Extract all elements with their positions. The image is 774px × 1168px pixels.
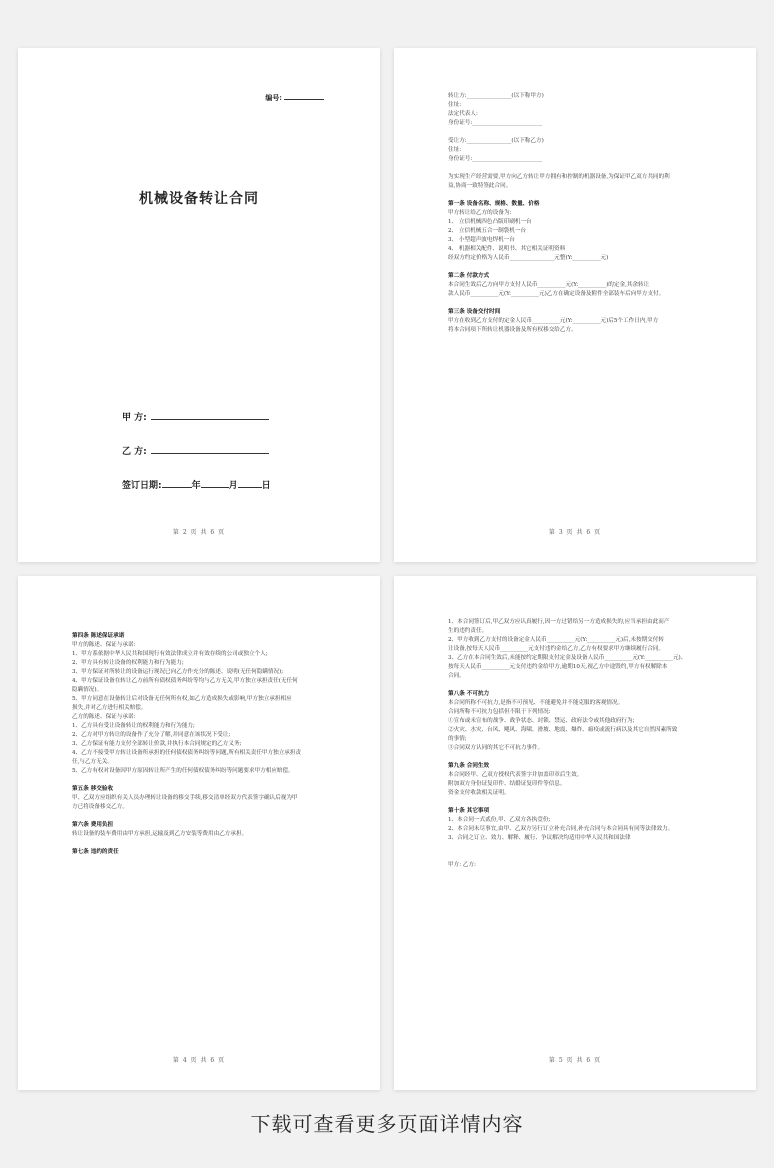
text-line: 4、甲方保证设备在转让乙方前所有债权债务纠纷等均与乙方无关,甲方独立承担责任(无任何 <box>72 678 298 684</box>
month-label: 月 <box>228 481 238 491</box>
text-line: 身份证号:_________________________ <box>448 120 543 126</box>
line-gap <box>448 798 706 807</box>
text-line: 甲方转让给乙方的设备为: <box>448 210 512 216</box>
sign-date-line <box>122 478 271 491</box>
month-underline <box>201 479 229 488</box>
text-line: 转让设备的装车费用由甲方承担,运输及到乙方安装等费用由乙方承担。 <box>72 831 248 837</box>
text-line: 为实现生产经营需要,甲方向乙方转让甲方拥有和控制的机器设备,为保证甲乙双方共同的利 <box>448 174 670 180</box>
text-line: 合同所称不可抗力包括但不限于下列情况: <box>448 709 551 715</box>
section-heading: 第七条 违约的责任 <box>72 849 119 855</box>
page-footer: 第 5 页 共 6 页 <box>548 1057 602 1064</box>
text-line: 附加双方身份证复印件、结婚证复印件等信息。 <box>448 781 566 787</box>
page-text <box>448 92 706 335</box>
text-line: 住址: <box>448 147 462 153</box>
number-label: 编号: <box>265 93 282 102</box>
party-a-line <box>122 410 269 423</box>
text-line: 2、甲方具有转让设备的权利能力和行为能力; <box>72 660 184 666</box>
party-a-label: 甲 方: <box>122 413 147 423</box>
text-line: 的事情; <box>448 736 467 742</box>
section-heading: 第九条 合同生效 <box>448 763 490 769</box>
section-heading: 第八条 不可抗力 <box>448 691 490 697</box>
line-gap <box>448 299 706 308</box>
text-line: 本合同生效后乙方向甲方支付人民币__________元(Y:__________)的定金,其余转让 <box>448 282 650 288</box>
text-line: 资金支付收款相关证明。 <box>448 790 510 796</box>
section-heading: 第六条 费用负担 <box>72 822 114 828</box>
text-line: 3、乙方保证有能力支付全部转让价款,并执行本合同规定的乙方义务; <box>72 741 242 747</box>
contract-number <box>265 93 324 103</box>
text-line: 2、本合同未尽事宜,由甲、乙双方另行订立补充合同,补充合同与本合同具有同等法律效力。 <box>448 826 674 832</box>
party-a-underline <box>151 411 269 420</box>
text-line: 住址: <box>448 102 462 108</box>
page-text <box>72 632 330 857</box>
text-line: 本合同经甲、乙双方授权代表签字并加盖印章后生效。 <box>448 772 583 778</box>
text-line: 合同。 <box>448 673 465 679</box>
text-line: 隐瞒情况)。 <box>72 687 103 693</box>
text-line: ②火灾、水灾、台风、飓风、海啸、滑坡、地震、爆炸、瘟疫或流行病以及其它自然因素所致 <box>448 727 678 733</box>
text-line: 任,与乙方无关。 <box>72 759 113 765</box>
contract-page-4 <box>18 576 380 1090</box>
section-heading: 第十条 其它事项 <box>448 808 490 814</box>
text-line: 4、乙方不接受甲方转让设备所承担的任何债权债务纠纷等问题,所有相关责任甲方独立承担责 <box>72 750 302 756</box>
day-underline <box>238 479 262 488</box>
text-line: 益,协商一致特签此合同。 <box>448 183 512 189</box>
contract-page-3 <box>394 48 756 562</box>
line-gap <box>448 681 706 690</box>
text-line: 3、 小型超声波电焊机一台 <box>448 237 515 243</box>
line-gap <box>72 839 330 848</box>
contract-page-5 <box>394 576 756 1090</box>
page-footer: 第 4 页 共 6 页 <box>172 1057 226 1064</box>
text-line: 3、甲方保证对所转让的设备运行现况已向乙方作充分的陈述、说明(无任何隐瞒情况); <box>72 669 284 675</box>
section-heading: 第五条 移交验收 <box>72 786 114 792</box>
line-gap <box>448 843 706 852</box>
text-line: 法定代表人: <box>448 111 478 117</box>
text-line: 3、乙方在本合同生效后,未能按约定期限支付定金及设备人民币__________元(Y:__________元)、 <box>448 655 687 661</box>
line-gap <box>448 852 706 861</box>
number-underline <box>284 93 324 100</box>
text-line: 甲、乙双方应组织有关人员办理转让设备的移交手续,移交清单经双方代表签字确认后视为甲 <box>72 795 298 801</box>
contract-title: 机械设备转让合同 <box>139 191 259 207</box>
text-line: 甲方在收到乙方支付的定金人民币__________元(Y:__________元)后5个工作日内,甲方 <box>448 318 659 324</box>
text-line: 2、乙方对甲方转让的设备作了充分了解,并同意在该状况下受让; <box>72 732 231 738</box>
text-line: ③合同双方认同的其它不可抗力事件。 <box>448 745 544 751</box>
contract-cover-page <box>18 48 380 562</box>
text-line: 转让方:________________(以下称甲方) <box>448 93 544 99</box>
text-line: 经双方约定价格为人民币________________元整(Y:__________元) <box>448 255 609 261</box>
section-heading: 第三条 设备交付时间 <box>448 309 501 315</box>
text-line: 1、 立信机械四色凸版印刷机一台 <box>448 219 532 225</box>
page-footer: 第 2 页 共 6 页 <box>172 529 226 536</box>
text-line: 将本合同项下所转让机器设备及所有权移交给乙方。 <box>448 327 577 333</box>
text-line: 身份证号:_________________________ <box>448 156 543 162</box>
text-line: 损失,并对乙方进行相关赔偿。 <box>72 705 147 711</box>
year-underline <box>162 479 192 488</box>
text-line: 款人民币__________元(Y:__________元)乙方在确定设备及附件全部装车后向甲方支付。 <box>448 291 665 297</box>
text-line: 甲方的陈述、保证与承诺: <box>72 642 136 648</box>
line-gap <box>448 191 706 200</box>
line-gap <box>448 263 706 272</box>
text-line: ①宣布或未宣布的战争、战争状态、封锁、禁运、政府法令或其他政府行为; <box>448 718 635 724</box>
text-line: 1、乙方具有受让设备转让的权利能力和行为能力; <box>72 723 195 729</box>
section-heading: 第二条 付款方式 <box>448 273 490 279</box>
text-line: 5、乙方有权对设备因甲方原因转让所产生的任何债权债务纠纷等问题要求甲方相应赔偿。 <box>72 768 294 774</box>
text-line: 4、 机器相关配件、说明书、其它相关证明资料 <box>448 246 566 252</box>
line-gap <box>72 812 330 821</box>
line-gap <box>448 128 706 137</box>
sign-date-label: 签订日期: <box>122 481 162 491</box>
text-line: 5、甲方同意在设备转让后对设备无任何所有权,如乙方造成损失或影响,甲方独立承担相应 <box>72 696 292 702</box>
page-footer: 第 3 页 共 6 页 <box>548 529 602 536</box>
year-label: 年 <box>191 481 201 491</box>
text-line: 本合同所称不可抗力,是指不可预见、不能避免并不能克服的客观情况。 <box>448 700 624 706</box>
text-line: 1、本合同一式贰份,甲、乙双方各执壹份; <box>448 817 551 823</box>
text-line: 1、本合同签订后,甲乙双方应认真履行,因一方过错给另一方造成损失的,应当承担由此而产 <box>448 619 670 625</box>
text-line: 生的违约责任。 <box>448 628 488 634</box>
day-label: 日 <box>261 481 271 491</box>
party-b-label: 乙 方: <box>122 447 147 457</box>
page-text <box>448 618 706 870</box>
text-line: 3、合同之订立、效力、解释、履行、争议解决均适用中华人民共和国法律 <box>448 835 631 841</box>
section-heading: 第四条 陈述保证承诺 <box>72 633 125 639</box>
line-gap <box>448 164 706 173</box>
text-line: 乙方的陈述、保证与承诺: <box>72 714 136 720</box>
text-line: 1、甲方系依据中华人民共和国现行有效法律成立并有效存续的公司或独立个人; <box>72 651 268 657</box>
text-line: 按每天人民币__________元支付违约金给甲方,逾期10天,视乙方中途毁约,甲方有权解除本 <box>448 664 668 670</box>
text-line: 2、甲方收到乙方支付的设备定金人民币__________元(Y:__________元)后,未按期交付转 <box>448 637 664 643</box>
line-gap <box>448 753 706 762</box>
text-line: 让设备,按每天人民币__________元支付违约金给乙方,乙方有权要求甲方继续履行合同。 <box>448 646 665 652</box>
download-caption: 下载可查看更多页面详情内容 <box>250 1112 524 1136</box>
text-line: 2、 立信机械五合一制袋机一台 <box>448 228 527 234</box>
section-heading: 第一条 设备名称、规格、数量、价格 <box>448 201 540 207</box>
text-line: 受让方:________________(以下称乙方) <box>448 138 544 144</box>
party-b-underline <box>151 445 269 454</box>
party-b-line <box>122 444 269 457</box>
text-line: 方已将设备移交乙方。 <box>72 804 128 810</box>
line-gap <box>72 776 330 785</box>
text-line: 甲方: 乙方: <box>448 862 476 868</box>
